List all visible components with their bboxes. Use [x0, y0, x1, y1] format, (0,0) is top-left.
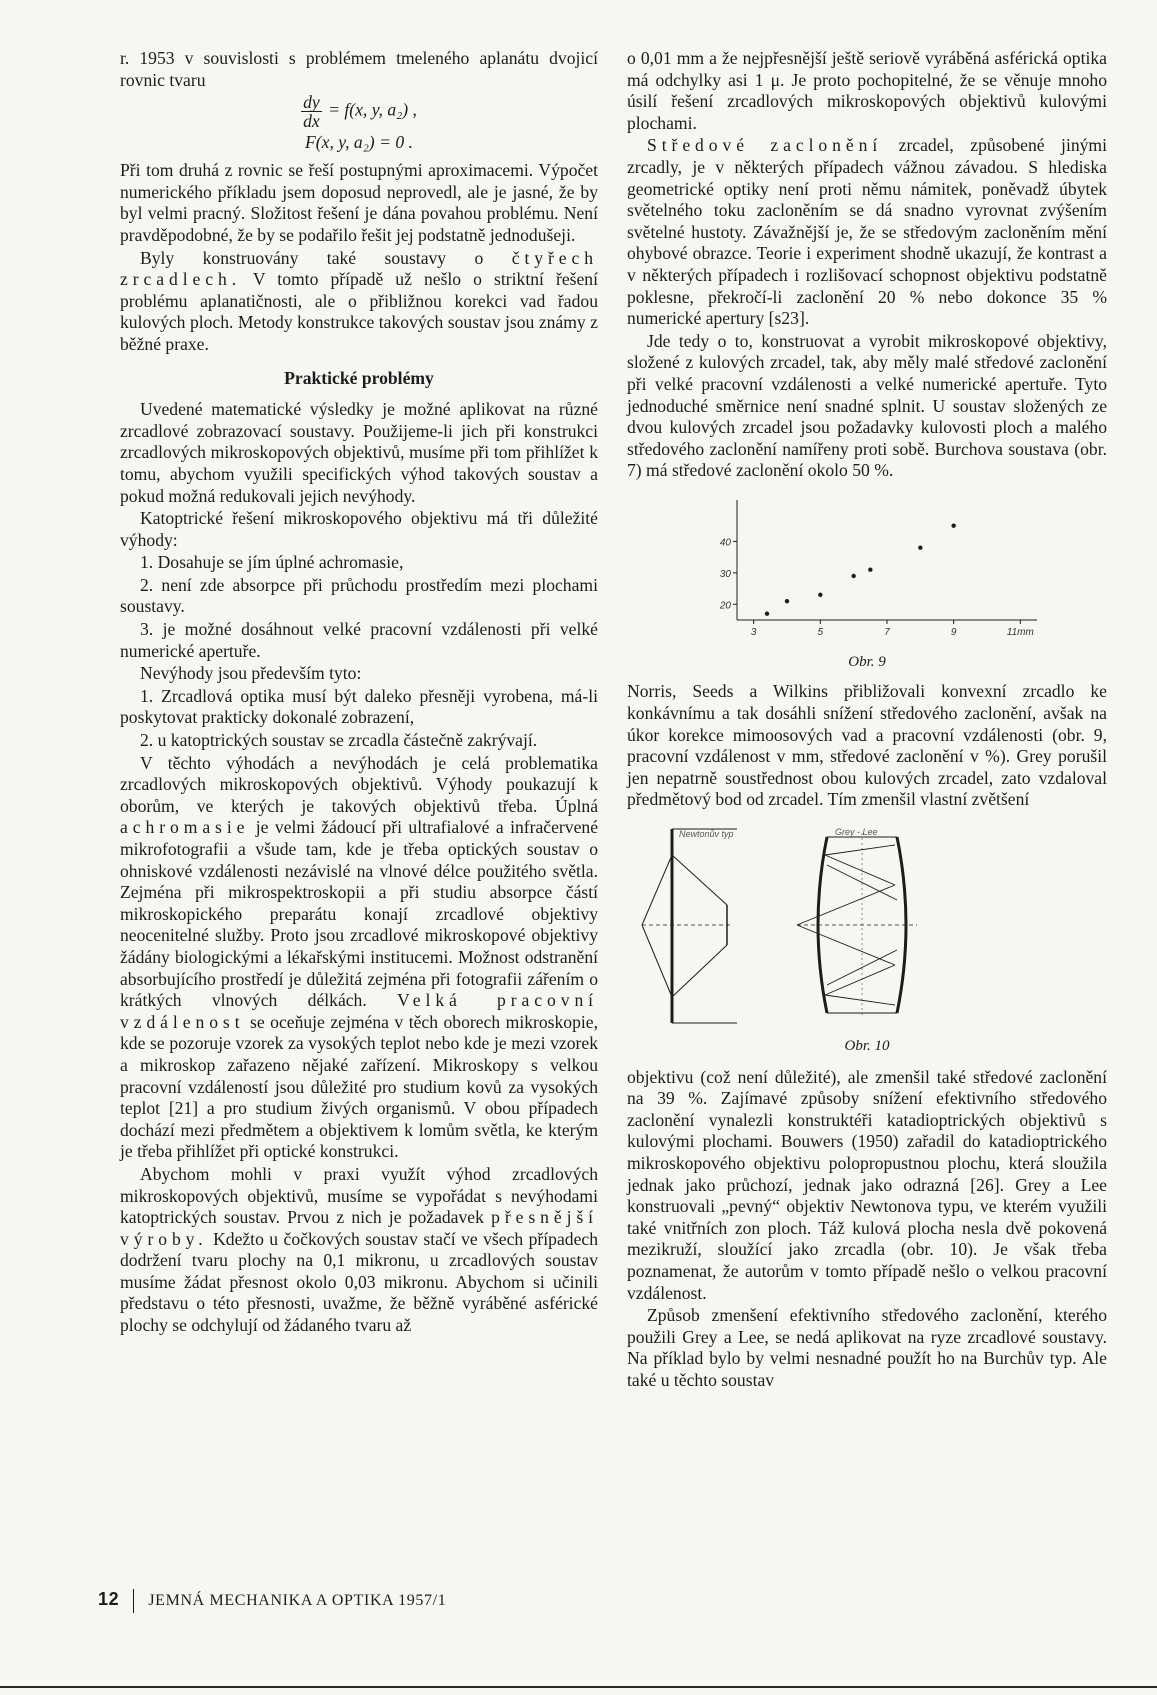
- journal-title: JEMNÁ MECHANIKA A OPTIKA 1957/1: [148, 1592, 447, 1609]
- paragraph: Způsob zmenšení efektivního středového zaclonění, kterého použili Grey a Lee, se nedá aplikovat na ryze zrcadlové soustavy. Na příklad bylo by velmi nesnadné použít ho na Burchův typ. Ale také u těchto soustav: [627, 1305, 1107, 1390]
- list-item: 2. u katoptrických soustav se zrcadla částečně zakrývají.: [140, 730, 538, 751]
- text-run: se oceňuje zejména v těch oborech mikroskopie, kde se pozoruje vzorek za vysokých teplot nebo kde je mezi vzorek a mikroskop zařazeno nějaké zařízení. Mikroskopy s velkou pracovní vzdáleností jsou důležité pro studium kovů za vysokých teplot [21] a pro studium živých organismů. V obou případech dochází mezi předmětem a objektivem k lomům světla, ke kterým je třeba přihlížet při optické konstrukci.: [120, 1011, 598, 1162]
- text-run: V tomto případě už nešlo o striktní řešení problému aplanatičnosti, ale o přibližnou korekci vad řadou kulových ploch. Metody konstrukce takových soustav jsou známy z běžné praxe.: [120, 269, 598, 354]
- spaced-emphasis: přesnější výroby.: [120, 1207, 598, 1249]
- data-point: [868, 567, 872, 571]
- text-run: zrcadel, způsobené jinými zrcadly, je v některých případech vážnou závadou. S hlediska geometrické optiky není proti němu námitek, poněvadž úbytek světelného toku zacloněním se dá snadno vyrovnat zvýšením světelné hustoty. Závažnější je, že se středovým zacloněním mění ohybové obrazce. Teorie i experiment shodně ukazují, že kontrast a v některých případech i rozlišovací schopnost objektivu podstatně poklesne, překročí-li zaclonění 20 % nebo dokonce 35 % numerické apertury [s23].: [627, 135, 1107, 329]
- left-column: [120, 48, 598, 1338]
- fraction-numerator: dy: [303, 92, 320, 113]
- chart-axes: [719, 500, 1037, 638]
- equation-2: F(x, y, a₂) = 0 .: [305, 132, 413, 153]
- paragraph: Uvedené matematické výsledky je možné aplikovat na různé zrcadlové zobrazovací soustavy. Použijeme-li jich při konstrukci zrcadlových mikroskopových objektivů, musíme při tom přihlížet k tomu, abychom využili specifických výhod takových soustav a pokud možná redukovali jejich nevýhody.: [120, 399, 598, 506]
- list-item: 1. Zrcadlová optika musí být daleko přesněji vyrobena, má-li poskytovat prakticky dokonalé zobrazení,: [120, 685, 598, 728]
- page-footer: [98, 1589, 446, 1613]
- paragraph: [627, 135, 1107, 329]
- list-item: 2. není zde absorpce při průchodu prostředím mezi plochami soustavy.: [120, 574, 598, 617]
- x-tick-label: 9: [950, 626, 957, 638]
- optical-diagram: [627, 825, 1107, 1031]
- paragraph: [120, 1164, 598, 1337]
- paragraph: Při tom druhá z rovnic se řeší postupnými aproximacemi. Výpočet numerického příkladu jsem doposud neprovedl, ale je jasné, že by byl velmi pracný. Složitost řešení je dána povahou problému. Není pravděpodobné, že by se podařilo řešit jej podstatně jednodušeji.: [120, 160, 598, 245]
- spaced-emphasis: achromasie: [120, 817, 250, 838]
- x-tick-label: 11mm: [1006, 626, 1034, 638]
- paragraph: r. 1953 v souvislosti s problémem tmeleného aplanátu dvojicí rovnic tvaru: [120, 48, 598, 90]
- text-run: Byly konstruovány také soustavy o: [140, 247, 484, 268]
- grey-lee-diagram: [797, 833, 917, 1017]
- diagram-label: Grey - Lee: [835, 827, 878, 838]
- data-point: [785, 599, 789, 603]
- paragraph: objektivu (což není důležité), ale zmenšil také středové zaclonění na 39 %. Zajímavé způsoby snížení efektivního středového zaclonění vynalezli konstruktéři katadioptrických objektivů s kulovými plochami. Bouwers (1950) zařadil do katadioptrického mikroskopového objektivu polopropustnou plochu, která sloužila jednak jako průchozí, jednak jako odrazná [26]. Grey a Lee konstruovali „pevný“ objektiv Newtonova typu, ve kterém využili také vnitřních zon ploch. Táž kulová plocha nesla dvě pokovená mezikruží, sloužící jako zrcadla (obr. 10). Je však třeba poznamenat, že autorům v tomto případě nešlo o velkou pracovní vzdálenost.: [627, 1066, 1107, 1303]
- spaced-emphasis: Velká pracovní vzdálenost: [120, 990, 598, 1032]
- data-point: [818, 593, 822, 597]
- scatter-chart: [627, 496, 1107, 648]
- paragraph: Nevýhody jsou především tyto:: [140, 663, 362, 684]
- paragraph: Norris, Seeds a Wilkins přibližovali konvexní zrcadlo ke konkávnímu a tak dosáhli snížení středového zaclonění, avšak na úkor korekce mimoosových vad a pracovní vzdálenosti (obr. 9, pracovní vzdálenost v mm, středové zaclonění v %). Grey porušil jen nepatrně soustřednost obou kulových zrcadel, zato vzdaloval předmětový bod od zrcadel. Tím zmenšil vlastní zvětšení: [627, 681, 1107, 810]
- paragraph: Katoptrické řešení mikroskopového objektivu má tři důležité výhody:: [120, 508, 598, 550]
- data-point: [851, 574, 855, 578]
- y-tick-label: 20: [719, 600, 731, 612]
- newton-type-diagram: [642, 829, 737, 1023]
- y-tick-label: 30: [719, 568, 731, 580]
- data-point: [765, 611, 769, 615]
- section-heading: Praktické problémy: [284, 367, 434, 388]
- paragraph: o 0,01 mm a že nejpřesnější ještě seriově vyráběná asférická optika má odchylky asi 1 μ. Je proto pochopitelné, že se věnuje mnoho úsilí řešení zrcadlových mikroskopových objektivů kulovými plochami.: [627, 48, 1107, 133]
- spaced-emphasis: Středové zaclonění: [647, 135, 883, 156]
- text-run: je velmi žádoucí při ultrafialové a infračervené mikrofotografii a všude tam, kde je třeba optických soustav o ohniskové vzdálenosti nezávislé na vlnové délce použitého světla. Zejména při mikrospektroskopii a při studiu absorpce částí mikroskopického preparátu konají zrcadlové objektivy neocenitelné služby. Proto jsou zrcadlové mikroskopové objektivy žádány biologickými a lékařskými institucemi. Možnost odstranění absorbujícího prostředí je důležitá zejména při fotografii zářením o krátkých vlnových délkách.: [120, 817, 598, 1011]
- figure-caption: Obr. 10: [844, 1037, 890, 1054]
- data-point: [951, 523, 955, 527]
- y-tick-label: 40: [719, 537, 731, 549]
- paragraph: [120, 753, 598, 1163]
- paragraph: [120, 248, 598, 356]
- text-run: Kdežto u čočkových soustav stačí ve všech případech dodržení tvaru plochy na 0,1 mikronu, u zrcadlových soustav musíme žádat přesnost okolo 0,03 mikronu. Abychom si učinili představu o této přesnosti, uvažme, že běžně vyráběné asférické plochy se odchylují od žádaného tvaru až: [120, 1228, 598, 1336]
- equation-1: [120, 93, 598, 130]
- figure-9: [627, 496, 1107, 672]
- data-point: [918, 545, 922, 549]
- fraction: [301, 93, 322, 130]
- text-run: V těchto výhodách a nevýhodách je celá problematika zrcadlových mikroskopových objektivů. Výhody poukazují k oborům, ve kterých je takových objektivů třeba. Úplná: [120, 752, 598, 816]
- chart-points: [765, 523, 956, 615]
- diagram-label: Newtonův typ: [679, 829, 734, 840]
- x-tick-label: 3: [750, 626, 757, 638]
- figure-10: [627, 825, 1107, 1055]
- spaced-emphasis: čtyřech zrcadlech.: [120, 247, 598, 290]
- fraction-denominator: dx: [303, 111, 320, 132]
- list-item: 1. Dosahuje se jím úplné achromasie,: [140, 552, 404, 573]
- footer-divider: [133, 1589, 134, 1613]
- x-tick-label: 7: [884, 626, 890, 638]
- bottom-rule: [0, 1686, 1157, 1688]
- x-tick-label: 5: [817, 626, 824, 638]
- page-number: 12: [98, 1589, 120, 1609]
- right-column: [627, 48, 1107, 1393]
- figure-caption: Obr. 9: [848, 654, 886, 671]
- equation-block: [120, 93, 598, 154]
- paragraph: Jde tedy o to, konstruovat a vyrobit mikroskopové objektivy, složené z kulových zrcadel, tak, aby měly malé středové zaclonění při velké pracovní vzdálenosti a velké numerické apertuře. Tyto jednoduché směrnice není snadné splnit. U soustav složených ze dvou kulových zrcadel jsou požadavky kulovosti ploch a malého středového zaclonění namířeny proti sobě. Burchova soustava (obr. 7) má středové zaclonění okolo 50 %.: [627, 330, 1107, 481]
- list-item: 3. je možné dosáhnout velké pracovní vzdálenosti při velké numerické apertuře.: [120, 619, 598, 661]
- equation-1-rhs: = f(x, y, a₂) ,: [328, 99, 417, 120]
- text-run: Abychom mohli v praxi využít výhod zrcadlových mikroskopových objektivů, musíme se vypořádat s nevýhodami katoptrických soustav. Prvou z nich je požadavek: [120, 1163, 598, 1228]
